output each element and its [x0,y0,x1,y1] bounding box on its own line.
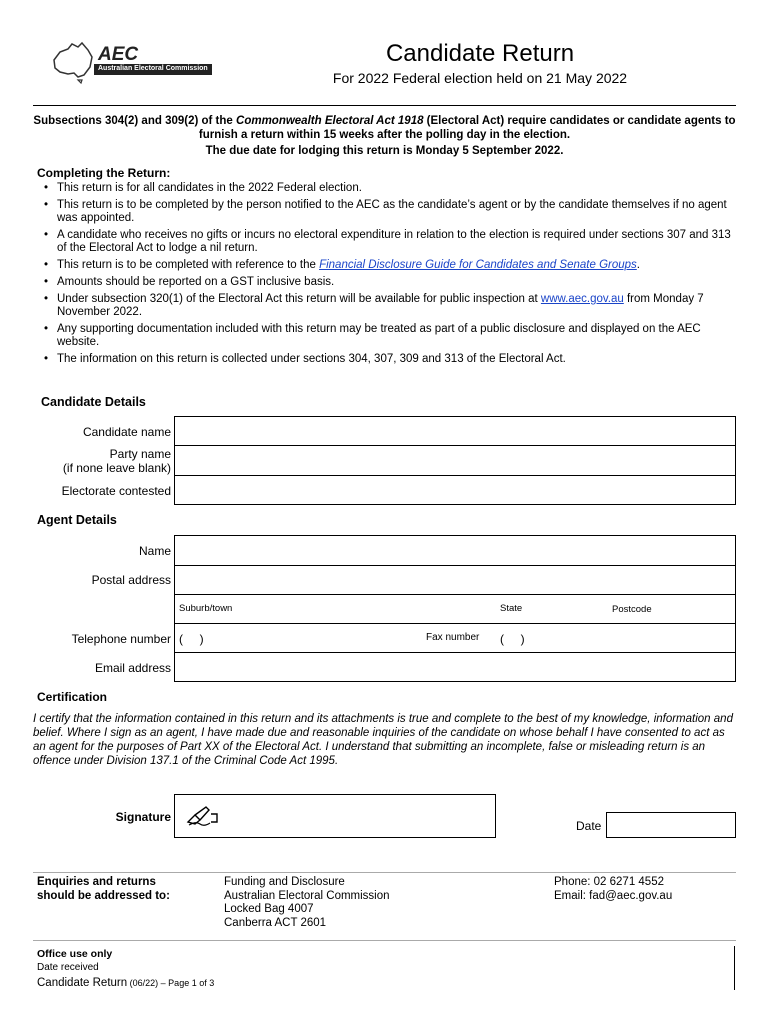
contact-block [554,876,672,903]
contact-email: Email: fad@aec.gov.au [554,889,673,902]
fax-area-code: ( ) [500,632,525,646]
enquiries-heading-line1: Enquiries and returns [37,876,156,888]
postal-address-label: Postal address [91,573,171,587]
completing-heading: Completing the Return: [37,166,171,180]
suburb-label: Suburb/town [179,603,233,614]
signature-field[interactable] [174,794,496,838]
certification-heading: Certification [37,690,108,704]
list-item: • A candidate who receives no gifts or incurs no electoral expenditure in relation to the election is required under sections 307 and 313 of the Electoral Act to lodge a nil return. [40,229,740,255]
b4-post: . [636,259,640,271]
agent-name-label: Name [138,544,171,558]
office-divider [33,940,736,941]
intro-text [33,114,736,142]
header-divider [33,105,736,106]
party-name-label [40,447,171,475]
due-date-text: The due date for lodging this return is Monday 5 September 2022. [205,145,564,157]
enquiries-heading-line2: should be addressed to: [37,889,170,902]
suburb-state-postcode-field[interactable] [174,594,736,624]
page-title: Candidate Return [385,40,575,67]
agent-name-field[interactable] [174,535,736,566]
aec-logo [48,40,218,86]
office-box-edge [734,946,735,990]
list-item: • The information on this return is collected under sections 304, 307, 309 and 313 of the Electoral Act. [40,353,740,366]
list-item [40,259,740,272]
list-item: • Any supporting documentation included with this return may be treated as part of a public disclosure and displayed on the AEC website. [40,323,740,349]
list-item: • This return is for all candidates in the 2022 Federal election. [40,182,740,195]
disclosure-guide-link[interactable]: Financial Disclosure Guide for Candidates and Senate Groups [319,259,637,271]
logo-subtext: Australian Electoral Commission [98,65,208,72]
party-label-line2: (if none leave blank) [62,461,171,475]
telephone-label: Telephone number [71,632,171,646]
signature-label: Signature [115,810,171,824]
candidate-details-heading: Candidate Details [41,395,146,409]
page-subtitle: For 2022 Federal election held on 21 May 2022 [332,70,628,86]
list-item [40,293,740,319]
postal-address-field[interactable] [174,565,736,595]
postcode-label: Postcode [612,604,652,615]
date-field[interactable] [606,812,736,838]
list-item: • This return is to be completed by the person notified to the AEC as the candidate’s agent or by the candidate themselves if no agent was appointed. [40,199,740,225]
office-use-heading: Office use only [37,948,113,960]
intro-part2: (Electoral Act) require candidates or candidate agents to furnish a return within 15 weeks after the polling day in the election. [198,115,736,141]
logo-text: AEC [98,44,139,65]
electorate-field[interactable] [174,475,736,505]
page-footer [37,977,214,989]
party-name-field[interactable] [174,445,736,476]
address-line: Locked Bag 4007 [224,903,314,915]
list-item: • Amounts should be reported on a GST inclusive basis. [40,276,740,289]
signature-pen-icon [186,805,220,827]
b6-post: from Monday 7 November 2022. [57,293,704,318]
party-label-line1: Party name [109,447,171,461]
agent-details-heading: Agent Details [37,513,117,527]
footer-form-name: Candidate Return [37,977,128,989]
footer-form-code: (06/22) – Page 1 of 3 [127,978,215,988]
postal-address-block [224,876,390,930]
instructions-list [40,182,740,370]
b6-pre: Under subsection 320(1) of the Electoral Act this return will be available for public inspection at [57,293,541,305]
electorate-label: Electorate contested [61,484,171,498]
state-label: State [500,603,523,614]
candidate-name-label: Candidate name [82,425,171,439]
email-field[interactable] [174,652,736,682]
address-line: Canberra ACT 2601 [224,916,327,929]
address-line: Australian Electoral Commission [224,889,390,902]
candidate-name-field[interactable] [174,416,736,446]
intro-act-name: Commonwealth Electoral Act 1918 [236,115,424,127]
enquiries-heading [37,876,170,903]
aec-website-link[interactable]: www.aec.gov.au [540,293,624,305]
b4-pre: This return is to be completed with reference to the [57,259,320,271]
enquiries-divider [33,872,736,873]
email-label: Email address [94,661,171,675]
fax-label: Fax number [426,632,480,643]
date-label: Date [576,819,602,833]
address-line: Funding and Disclosure [224,876,345,888]
certification-text: I certify that the information contained in this return and its attachments is true and complete to the best of my knowledge, information and belief. Where I sign as an agent, I have made due and reasonable inquiries of the candidate on whose behalf I have consented to act as an agent for the purposes of Part XX of the Electoral Act. I understand that submitting an incomplete, false or misleading return is an offence under Division 137.1 of the Criminal Code Act 1995. [33,713,733,767]
date-received-label: Date received [37,962,99,973]
telephone-area-code: ( ) [179,632,204,646]
intro-part1: Subsections 304(2) and 309(2) of the [33,115,237,127]
contact-phone: Phone: 02 6271 4552 [554,876,664,888]
